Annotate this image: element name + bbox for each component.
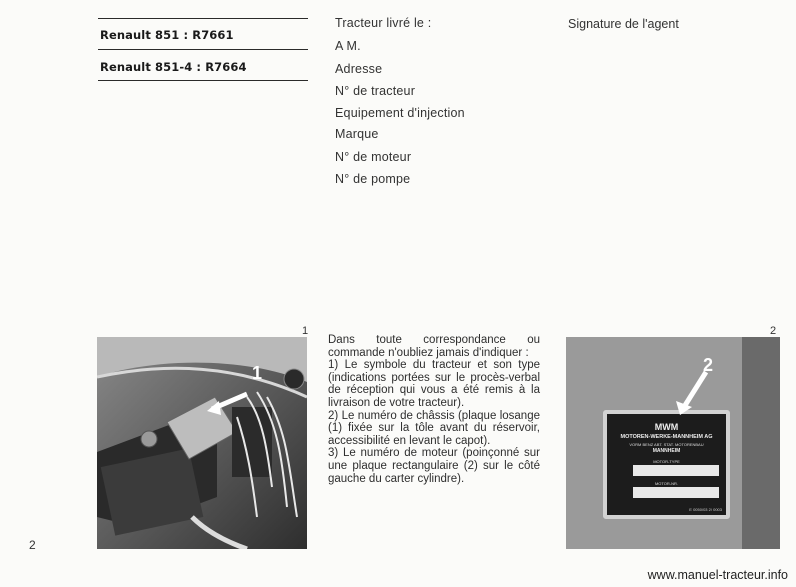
plate-city: MANNHEIM — [652, 448, 681, 454]
plate-number-label: MOTOR-NR. — [654, 481, 679, 486]
model-1: Renault 851 : R7661 — [100, 28, 234, 42]
plate-brand: MWM — [654, 422, 679, 432]
plate-former-name: VORM BENZ ABT. STAT. MOTORENBAU — [629, 442, 704, 447]
instruction-1: 1) Le symbole du tracteur et son type (indications portées sur le procès-verbal de réception qui vous a été remis à la livraison de votre tracteur). — [328, 359, 540, 409]
model-2: Renault 851-4 : R7664 — [100, 60, 247, 74]
field-engine-number: N° de moteur — [335, 150, 412, 164]
figure-1-number: 1 — [302, 325, 309, 337]
plate-small-code: E 0050/03 2/ 0003 — [689, 507, 722, 512]
figure-2-callout: 2 — [703, 355, 714, 375]
plate-company: MOTOREN-WERKE-MANNHEIM AG — [620, 434, 713, 440]
instruction-3: 3) Le numéro de moteur (poinçonné sur une plaque rectangulaire (2) sur le côté gauche du carter cylindre). — [328, 447, 540, 485]
figure-1-callout: 1 — [252, 363, 263, 383]
instructions-intro: Dans toute correspondance ou commande n'oubliez jamais d'indiquer : — [328, 334, 540, 359]
field-delivery-date: Tracteur livré le : — [335, 16, 432, 30]
model-rule-top — [98, 18, 308, 19]
page-number: 2 — [29, 538, 36, 552]
engine-bay-illustration — [97, 337, 307, 549]
field-injection-equipment: Equipement d'injection — [335, 106, 465, 120]
plate-type-label: MOTOR-TYPE — [653, 459, 680, 464]
field-address: Adresse — [335, 62, 383, 76]
agent-signature-label: Signature de l'agent — [568, 17, 679, 31]
website-footer[interactable]: www.manuel-tracteur.info — [647, 568, 788, 582]
model-rule-middle — [98, 49, 308, 50]
correspondence-instructions — [328, 334, 540, 485]
field-tractor-number: N° de tracteur — [335, 84, 416, 98]
instruction-2: 2) Le numéro de châssis (plaque losange (1) fixée sur la tôle avant du réservoir, accessibilité en levant le capot). — [328, 409, 540, 447]
model-rule-bottom — [98, 80, 308, 81]
field-brand: Marque — [335, 127, 379, 141]
field-am: A M. — [335, 39, 361, 53]
field-pump-number: N° de pompe — [335, 172, 411, 186]
figure-2-number: 2 — [770, 325, 777, 337]
figure-1-photo — [97, 337, 307, 549]
figure-2-photo — [566, 337, 780, 549]
figure-2-arrow — [566, 337, 780, 549]
